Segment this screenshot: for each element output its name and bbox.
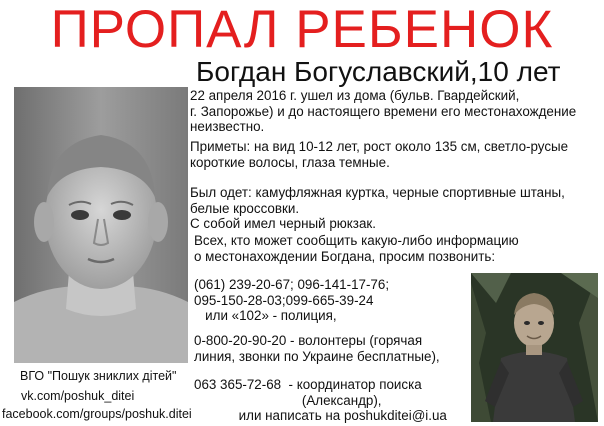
hotline-line: линия, звонки по Украине бесплатные),: [194, 348, 440, 364]
clothing-line: С собой имел черный рюкзак.: [190, 216, 376, 232]
clothing-line: белые кроссовки.: [190, 200, 300, 216]
appeal-text: [194, 233, 519, 264]
coordinator-name: (Александр),: [194, 392, 382, 408]
child-portrait-photo: [14, 87, 188, 363]
circumstances-line: неизвестно.: [190, 119, 265, 135]
facebook-link[interactable]: facebook.com/groups/poshuk.ditei: [2, 407, 192, 421]
appeal-line: о местонахождении Богдана, просим позвонить:: [194, 248, 496, 264]
vk-link[interactable]: vk.com/poshuk_ditei: [21, 389, 135, 403]
child-standing-photo: [471, 273, 598, 422]
coordinator-phone[interactable]: 063 365-72-68 - координатор поиска: [194, 377, 422, 392]
signs-line: Приметы: на вид 10-12 лет, рост около 135 см, светло-русые: [190, 139, 569, 154]
clothing-text: [190, 185, 565, 232]
circumstances-line: г. Запорожье) и до настоящего времени его местонахождение: [190, 103, 577, 119]
poster-headline: ПРОПАЛ РЕБЕНОК: [50, 0, 554, 59]
hotline-line[interactable]: 0-800-20-90-20 - волонтеры (горячая: [194, 333, 423, 348]
signs-text: [190, 139, 568, 170]
child-name: Богдан Богуславский,10 лет: [196, 56, 561, 87]
circumstances-text: [190, 88, 576, 135]
signs-line: короткие волосы, глаза темные.: [190, 154, 390, 170]
circumstances-line: 22 апреля 2016 г. ушел из дома (бульв. Гвардейский,: [190, 88, 520, 103]
phone-line[interactable]: (061) 239-20-67; 096-141-17-76;: [194, 277, 390, 292]
phone-line: или «102» - полиция,: [194, 308, 337, 324]
police-phones: [194, 277, 389, 324]
volunteers-hotline: [194, 333, 440, 364]
organization-name: ВГО "Пошук зниклих дітей": [20, 369, 177, 383]
coordinator-email[interactable]: или написать на poshukditei@i.ua: [194, 408, 447, 424]
coordinator-contact: [194, 377, 447, 424]
appeal-line: Всех, кто может сообщить какую-либо информацию: [194, 233, 519, 248]
phone-line[interactable]: 095-150-28-03;099-665-39-24: [194, 292, 374, 308]
clothing-line: Был одет: камуфляжная куртка, черные спортивные штаны,: [190, 185, 565, 200]
